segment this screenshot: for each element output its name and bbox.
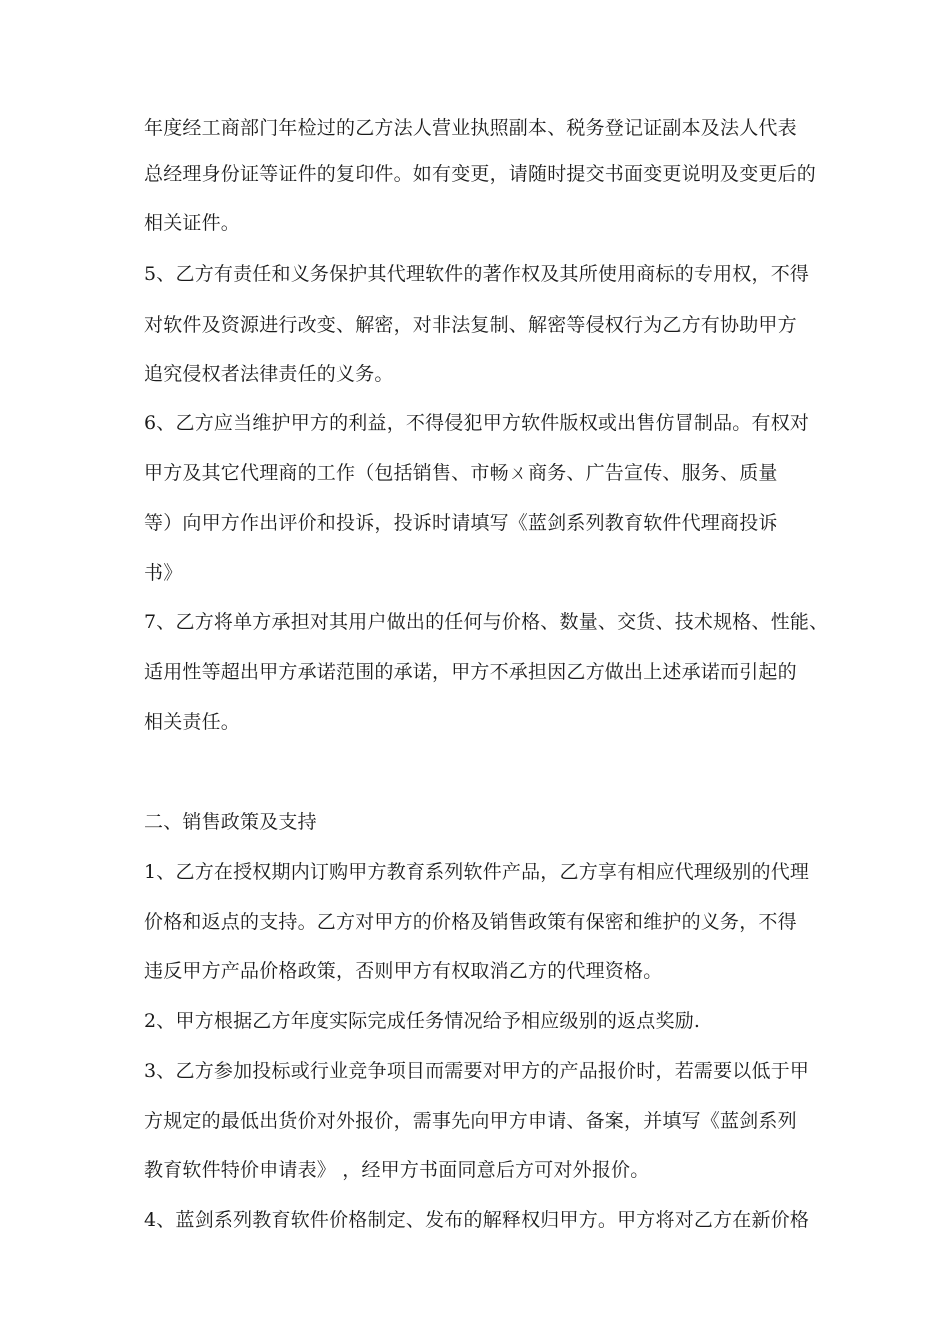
paragraph-line: 价格和返点的支持。乙方对甲方的价格及销售政策有保密和维护的义务，不得 xyxy=(144,911,797,933)
paragraph-line: 等）向甲方作出评价和投诉，投诉时请填写《蓝剑系列教育软件代理商投诉 xyxy=(144,512,778,534)
paragraph-line: 总经理身份证等证件的复印件。如有变更，请随时提交书面变更说明及变更后的 xyxy=(144,163,817,185)
paragraph-line: 方规定的最低出货价对外报价，需事先向甲方申请、备案，并填写《蓝剑系列 xyxy=(144,1110,797,1132)
paragraph-line: 2、甲方根据乙方年度实际完成任务情况给予相应级别的返点奖励. xyxy=(144,1010,701,1032)
paragraph-line: 相关责任。 xyxy=(144,711,241,733)
paragraph-line: 甲方及其它代理商的工作（包括销售、市畅ㄨ商务、广告宣传、服务、质量 xyxy=(144,462,778,484)
paragraph-line: 3、乙方参加投标或行业竞争项目而需要对甲方的产品报价时，若需要以低于甲 xyxy=(144,1060,810,1082)
paragraph-line: 适用性等超出甲方承诺范围的承诺，甲方不承担因乙方做出上述承诺而引起的 xyxy=(144,661,797,683)
paragraph-line: 7、乙方将单方承担对其用户做出的任何与价格、数量、交货、技术规格、性能、 xyxy=(144,611,829,633)
paragraph-line: 5、乙方有责任和义务保护其代理软件的著作权及其所使用商标的专用权，不得 xyxy=(144,263,810,285)
section-heading: 二、销售政策及支持 xyxy=(144,811,317,833)
paragraph-line: 相关证件。 xyxy=(144,212,241,234)
paragraph-line: 教育软件特价申请表》 ，经甲方书面同意后方可对外报价。 xyxy=(144,1159,650,1181)
paragraph-line: 年度经工商部门年检过的乙方法人营业执照副本、税务登记证副本及法人代表 xyxy=(144,117,797,139)
paragraph-line: 对软件及资源进行改变、解密，对非法复制、解密等侵权行为乙方有协助甲方 xyxy=(144,314,797,336)
paragraph-line: 4、蓝剑系列教育软件价格制定、发布的解释权归甲方。甲方将对乙方在新价格 xyxy=(144,1209,810,1231)
paragraph-line: 书》 xyxy=(144,562,183,584)
paragraph-line: 1、乙方在授权期内订购甲方教育系列软件产品，乙方享有相应代理级别的代理 xyxy=(144,861,810,883)
paragraph-line: 6、乙方应当维护甲方的利益，不得侵犯甲方软件版权或出售仿冒制品。有权对 xyxy=(144,412,810,434)
paragraph-line: 追究侵权者法律责任的义务。 xyxy=(144,363,394,385)
paragraph-line: 违反甲方产品价格政策，否则甲方有权取消乙方的代理资格。 xyxy=(144,960,663,982)
